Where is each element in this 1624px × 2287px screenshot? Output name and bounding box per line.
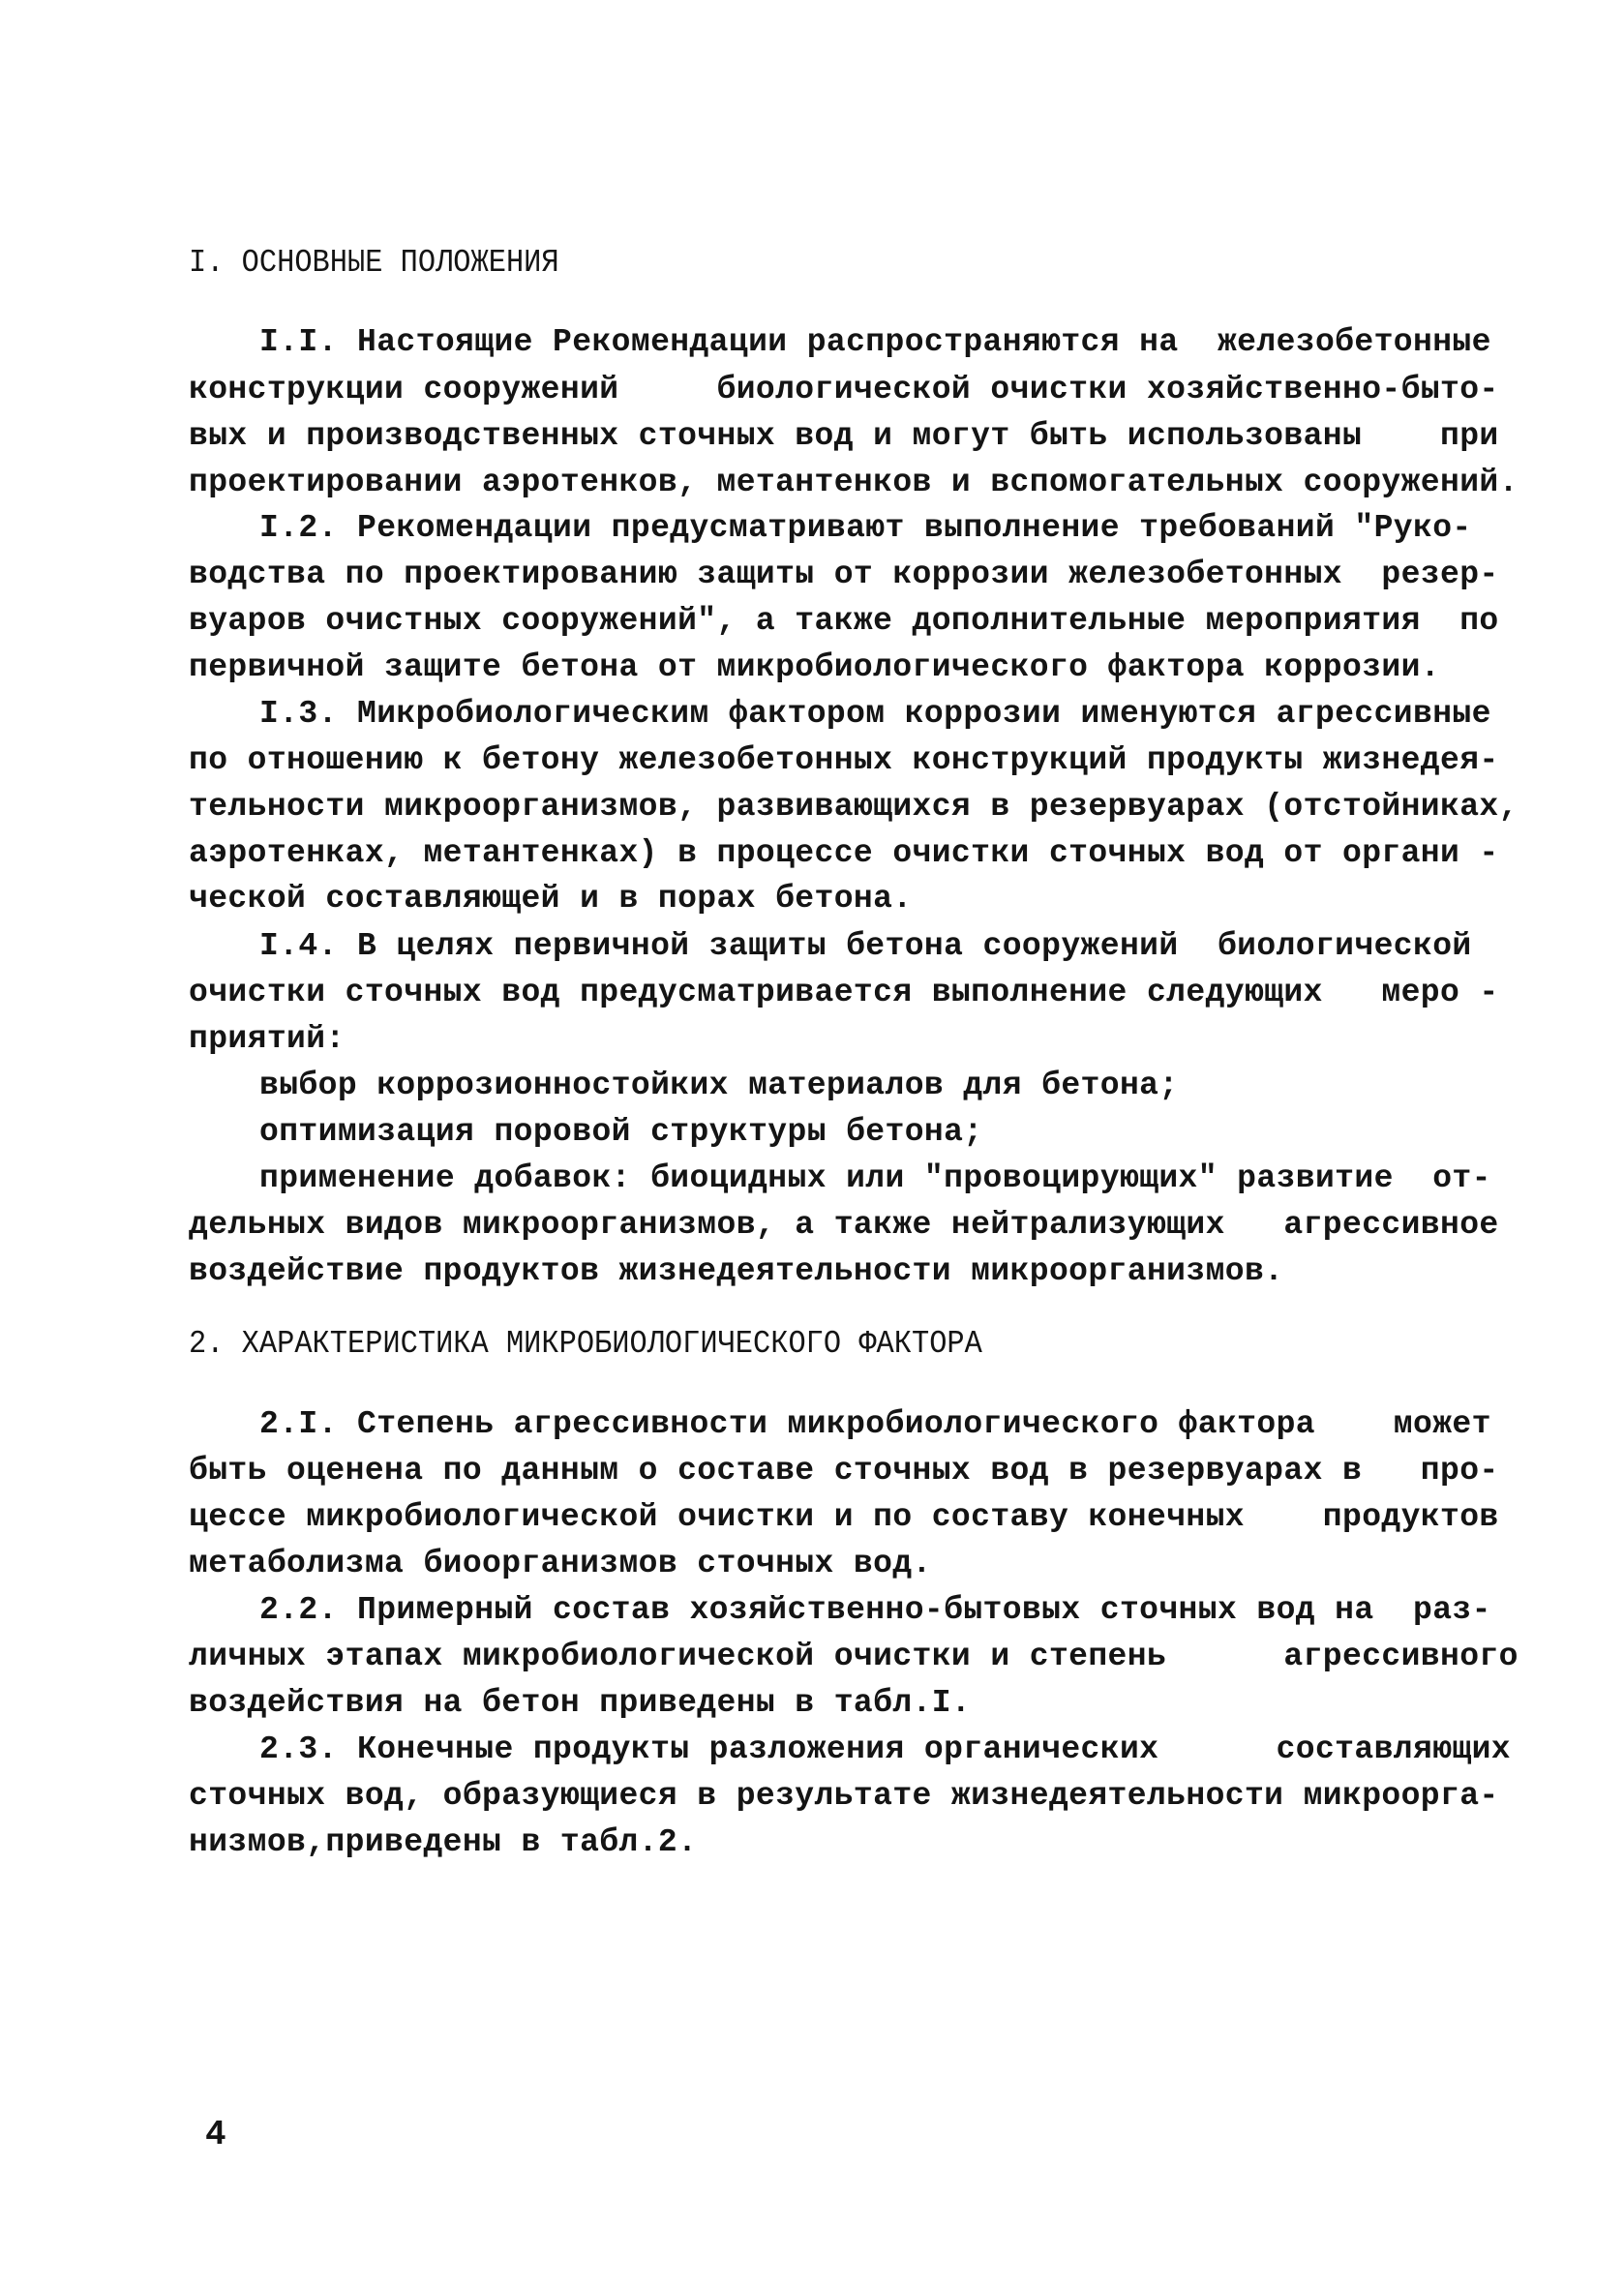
- text-line: личных этапах микробиологической очистки и степень агрессивного: [189, 1639, 1519, 1674]
- text-line: 2.I. Степень агрессивности микробиологического фактора может: [259, 1406, 1491, 1442]
- text-line: воздействия на бетон приведены в табл.I.: [189, 1685, 972, 1721]
- text-line: I.2. Рекомендации предусматривают выполнение требований "Руко-: [259, 510, 1472, 546]
- text-line: дельных видов микроорганизмов, а также нейтрализующих агрессивное: [189, 1207, 1499, 1243]
- section-2-heading: 2. ХАРАКТЕРИСТИКА МИКРОБИОЛОГИЧЕСКОГО ФАКТОРА: [189, 1326, 982, 1362]
- list-item: оптимизация поровой структуры бетона;: [259, 1114, 983, 1150]
- list-item: выбор коррозионностойких материалов для бетона;: [259, 1068, 1179, 1103]
- text-line: быть оценена по данным о составе сточных вод в резервуарах в про-: [189, 1453, 1499, 1489]
- text-line: вуаров очистных сооружений", а также дополнительные мероприятия по: [189, 603, 1499, 639]
- text-line: сточных вод, образующиеся в результате жизнедеятельности микроорга-: [189, 1778, 1499, 1814]
- text-line: 2.2. Примерный состав хозяйственно-бытовых сточных вод на раз-: [259, 1592, 1491, 1628]
- section-1-heading: I. ОСНОВНЫЕ ПОЛОЖЕНИЯ: [189, 245, 559, 281]
- text-line: I.4. В целях первичной защиты бетона сооружений биологической: [259, 928, 1472, 964]
- list-item: применение добавок: биоцидных или "провоцирующих" развитие от-: [259, 1160, 1491, 1196]
- text-line: вых и производственных сточных вод и могут быть использованы при: [189, 418, 1499, 454]
- page-number: 4: [205, 2115, 226, 2154]
- text-line: тельности микроорганизмов, развивающихся в резервуарах (отстойниках,: [189, 789, 1519, 825]
- text-line: конструкции сооружений биологической очистки хозяйственно-быто-: [189, 372, 1499, 407]
- text-line: воздействие продуктов жизнедеятельности микроорганизмов.: [189, 1253, 1284, 1289]
- text-line: проектировании аэротенков, метантенков и вспомогательных сооружений.: [189, 465, 1519, 500]
- text-line: аэротенках, метантенках) в процессе очистки сточных вод от органи -: [189, 835, 1499, 871]
- text-line: метаболизма биоорганизмов сточных вод.: [189, 1546, 932, 1581]
- text-line: I.I. Настоящие Рекомендации распространяются на железобетонные: [259, 324, 1491, 360]
- text-line: по отношению к бетону железобетонных конструкций продукты жизнедея-: [189, 742, 1499, 778]
- text-line: приятий:: [189, 1021, 346, 1057]
- text-line: I.3. Микробиологическим фактором коррозии именуются агрессивные: [259, 696, 1491, 732]
- text-line: цессе микробиологической очистки и по составу конечных продуктов: [189, 1499, 1499, 1535]
- text-line: водства по проектированию защиты от коррозии железобетонных резер-: [189, 557, 1499, 592]
- text-line: ческой составляющей и в порах бетона.: [189, 881, 913, 917]
- text-line: первичной защите бетона от микробиологического фактора коррозии.: [189, 649, 1441, 685]
- text-line: низмов,приведены в табл.2.: [189, 1824, 698, 1860]
- text-line: 2.3. Конечные продукты разложения органических составляющих: [259, 1731, 1512, 1767]
- text-line: очистки сточных вод предусматривается выполнение следующих меро -: [189, 975, 1499, 1010]
